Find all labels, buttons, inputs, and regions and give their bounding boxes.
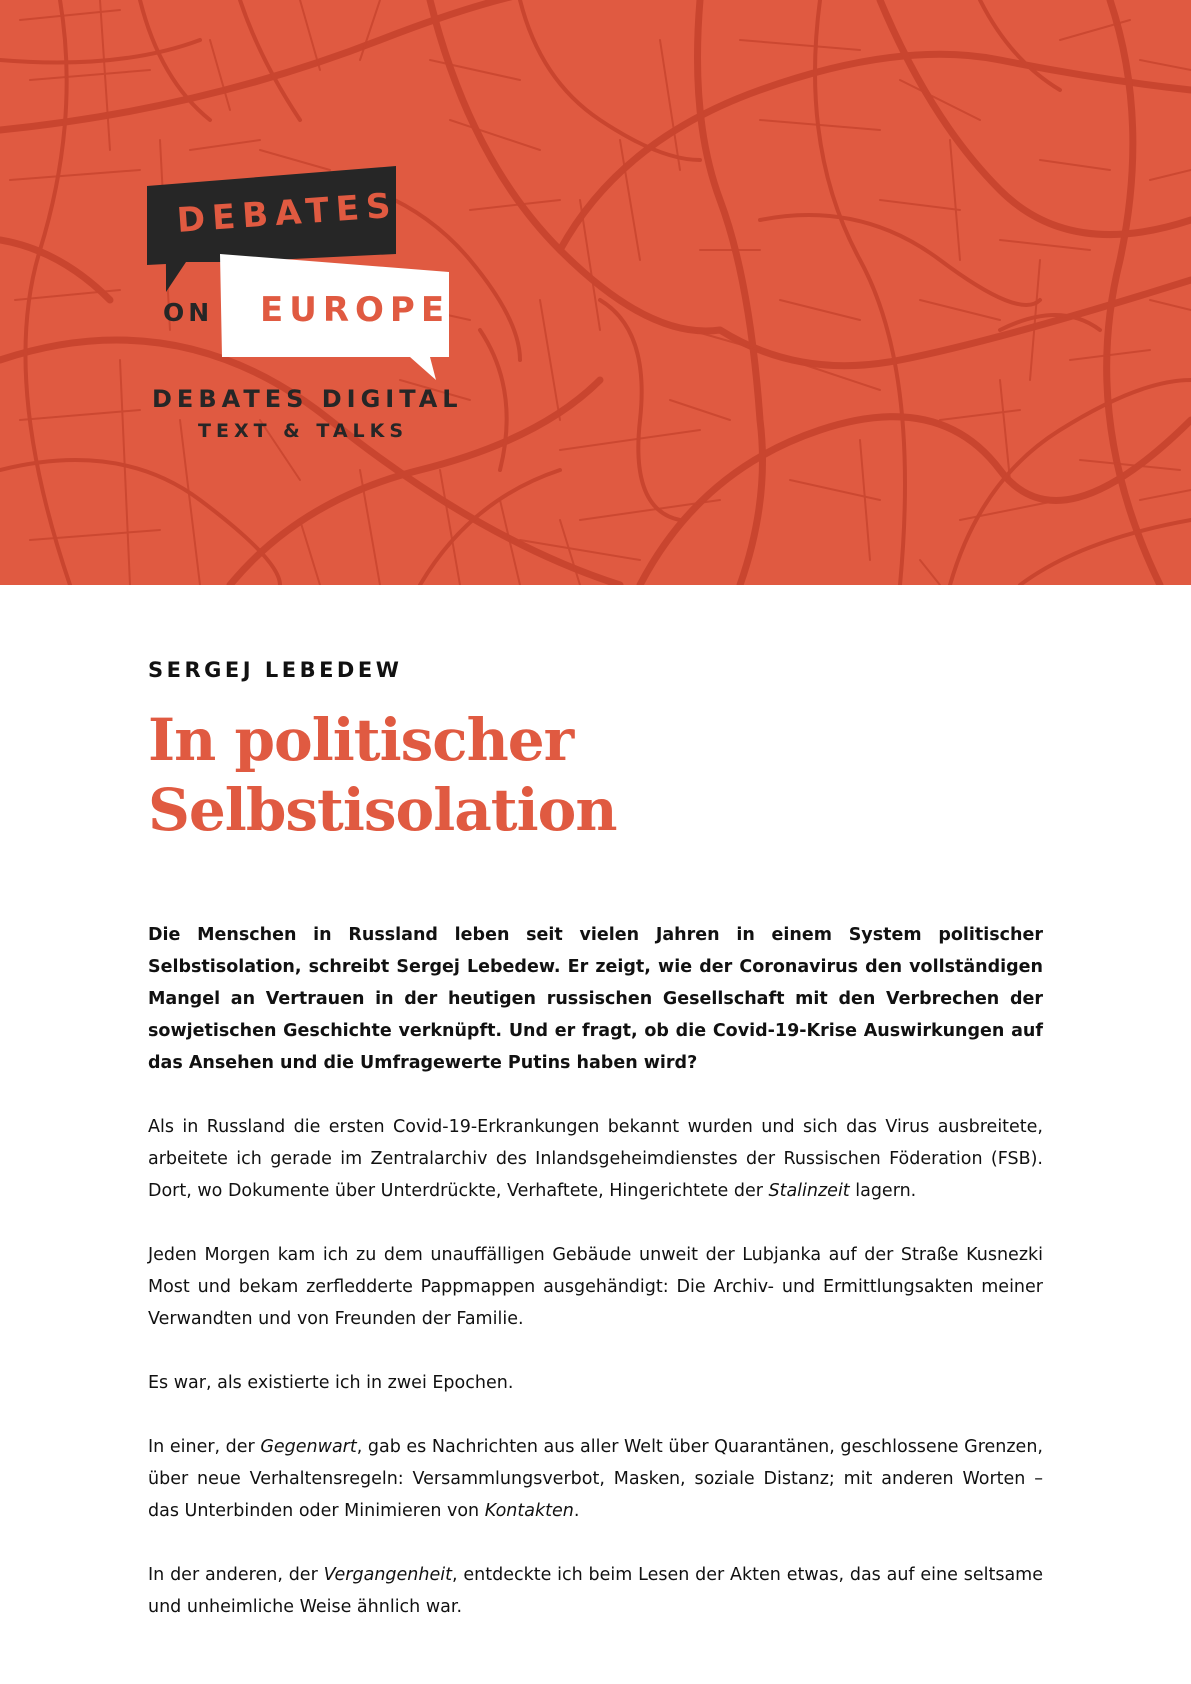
paragraph-5-text-a: In der anderen, der <box>148 1565 324 1585</box>
paragraph-2: Jeden Morgen kam ich zu dem unauffälligen Gebäude unweit der Lubjanka auf der Straße Kusnezki Most und bekam zerfledderte Pappmappen ausgehändigt: Die Archiv- und Ermittlungsakten meiner Verwandten und von Freunden der Familie. <box>148 1245 1043 1329</box>
paragraph-1-text-a: Als in Russland die ersten Covid-19-Erkrankungen bekannt wurden und sich das Virus ausbreitete, arbeitete ich gerade im Zentralarchiv des Inlandsgeheimdienstes der Russischen Föderation (FSB). Dort, wo Dokumente über Unterdrückte, Verhaftete, Hingerichtete der <box>148 1117 1043 1201</box>
paragraph-4 <box>148 1431 1043 1527</box>
article-lead: Die Menschen in Russland leben seit vielen Jahren in einem System politischer Selbstisolation, schreibt Sergej Lebedew. Er zeigt, wie der Coronavirus den vollständigen Mangel an Vertrauen in der heutigen russischen Gesellschaft mit den Verbrechen der sowjetischen Geschichte verknüpft. Und er fragt, ob die Covid-19-Krise Auswirkungen auf das Ansehen und die Umfragewerte Putins haben wird? <box>148 925 1043 1073</box>
paragraph-1 <box>148 1111 1043 1207</box>
paragraph-5-emphasis: Vergangenheit <box>323 1565 452 1585</box>
logo-on: ON <box>163 298 214 327</box>
logo-debates: DEBATES <box>175 185 399 241</box>
paragraph-4-text-c: . <box>573 1501 580 1521</box>
paragraph-5 <box>148 1559 1043 1623</box>
logo-tagline: DEBATES DIGITAL <box>152 385 463 413</box>
paragraph-4-text-a: In einer, der <box>148 1437 261 1457</box>
paragraph-3: Es war, als existierte ich in zwei Epochen. <box>148 1373 514 1393</box>
article-body <box>148 655 1043 1623</box>
paragraph-4-emphasis-1: Gegenwart <box>260 1437 357 1457</box>
logo-subtagline: TEXT & TALKS <box>198 420 409 442</box>
paragraph-4-emphasis-2: Kontakten <box>484 1501 574 1521</box>
paragraph-1-emphasis: Stalinzeit <box>768 1181 850 1201</box>
paragraph-1-text-b: lagern. <box>849 1181 917 1201</box>
header-banner <box>0 0 1191 585</box>
logo-europe: EUROPE <box>260 290 451 330</box>
paragraph-5-text-b: , entdeckte ich beim Lesen der Akten etwas, das auf eine seltsame und unheimliche Weise ähnlich war. <box>148 1565 1043 1617</box>
debates-on-europe-logo <box>0 0 1191 585</box>
article-title: In politischer Selbstisolation <box>148 706 617 844</box>
author-name: SERGEJ LEBEDEW <box>148 658 403 682</box>
paragraph-4-text-b: , gab es Nachrichten aus aller Welt über Quarantänen, geschlossene Grenzen, über neue Verhaltensregeln: Versammlungsverbot, Masken, soziale Distanz; mit anderen Worten – das Unterbinden oder Minimieren von <box>148 1437 1043 1521</box>
